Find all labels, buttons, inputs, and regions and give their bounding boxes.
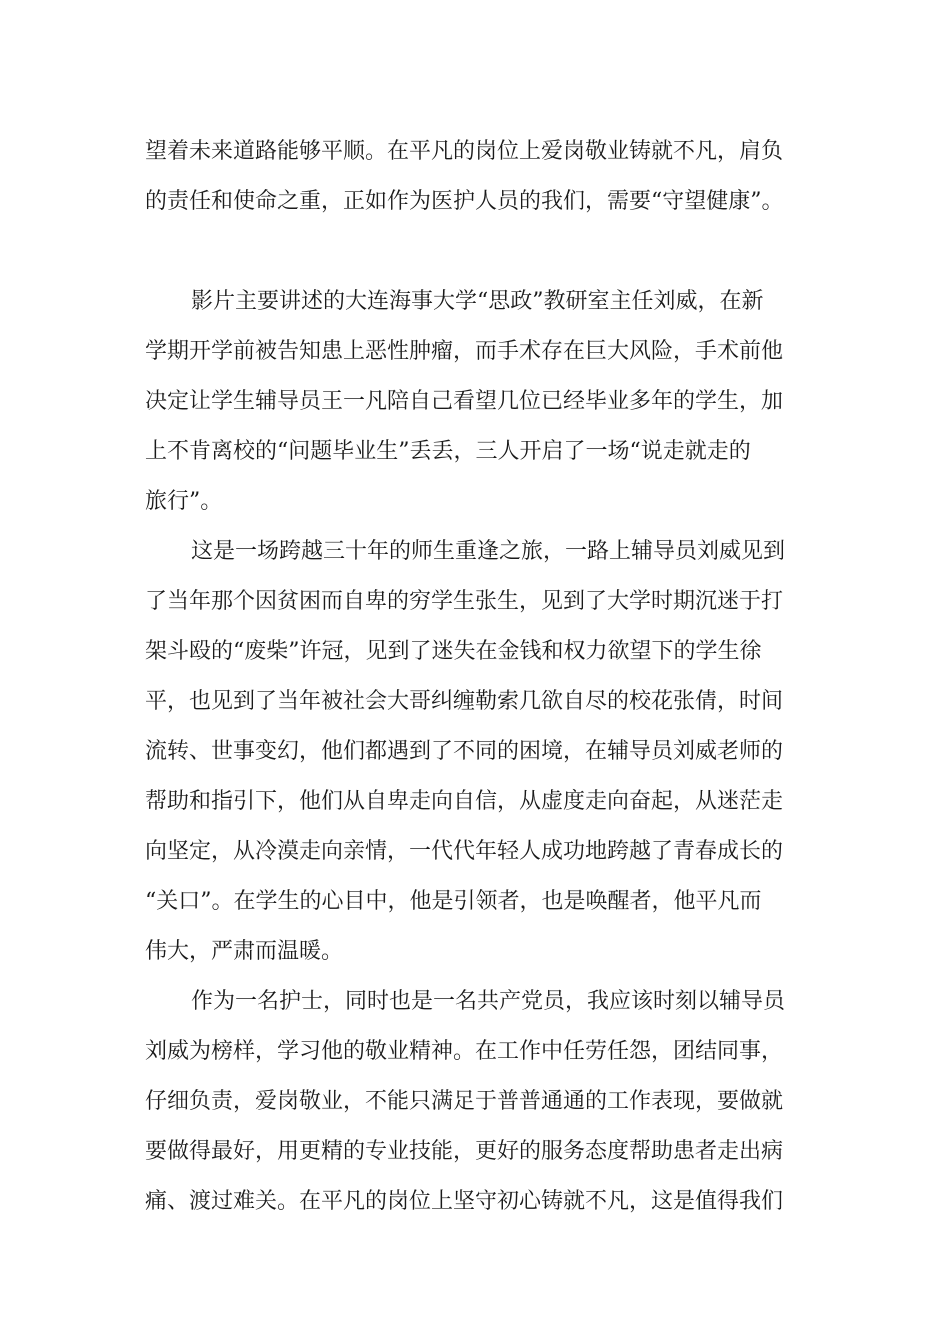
text-line: 伟大，严肃而温暖。: [145, 939, 344, 964]
text-line: 决定让学生辅导员王一凡陪自己看望几位已经毕业多年的学生，加: [145, 389, 784, 414]
text-line: 痛、渡过难关。在平凡的岗位上坚守初心铸就不凡，这是值得我们: [145, 1189, 784, 1214]
text-line: 这是一场跨越三十年的师生重逢之旅，一路上辅导员刘威见到: [191, 539, 786, 564]
text-line: 刘威为榜样，学习他的敬业精神。在工作中任劳任怨，团结同事，: [145, 1039, 784, 1064]
text-line: 了当年那个因贫困而自卑的穷学生张生，见到了大学时期沉迷于打: [145, 589, 784, 614]
text-line: 学期开学前被告知患上恶性肿瘤，而手术存在巨大风险，手术前他: [145, 339, 784, 364]
text-line: 的责任和使命之重，正如作为医护人员的我们，需要“守望健康”。: [145, 189, 784, 214]
text-line: 架斗殴的“废柴”许冠，见到了迷失在金钱和权力欲望下的学生徐: [145, 639, 762, 664]
text-line: 作为一名护士，同时也是一名共产党员，我应该时刻以辅导员: [191, 989, 786, 1014]
text-line: 仔细负责，爱岗敬业，不能只满足于普普通通的工作表现，要做就: [145, 1089, 784, 1114]
text-line: 流转、世事变幻，他们都遇到了不同的困境，在辅导员刘威老师的: [145, 739, 784, 764]
text-line: 望着未来道路能够平顺。在平凡的岗位上爱岗敬业铸就不凡，肩负: [145, 139, 784, 164]
text-line: 上不肯离校的“问题毕业生”丢丢，三人开启了一场“说走就走的: [145, 439, 751, 464]
text-line: 平，也见到了当年被社会大哥纠缠勒索几欲自尽的校花张倩，时间: [145, 689, 784, 714]
text-line: 旅行”。: [145, 489, 223, 514]
text-line: “关口”。在学生的心目中，他是引领者，也是唤醒者，他平凡而: [145, 889, 762, 914]
text-line: 帮助和指引下，他们从自卑走向自信，从虚度走向奋起，从迷茫走: [145, 789, 784, 814]
text-line: 向坚定，从冷漠走向亲情，一代代年轻人成功地跨越了青春成长的: [145, 839, 784, 864]
text-line: 要做得最好，用更精的专业技能，更好的服务态度帮助患者走出病: [145, 1139, 784, 1164]
text-line: 影片主要讲述的大连海事大学“思政”教研室主任刘威，在新: [191, 289, 764, 314]
